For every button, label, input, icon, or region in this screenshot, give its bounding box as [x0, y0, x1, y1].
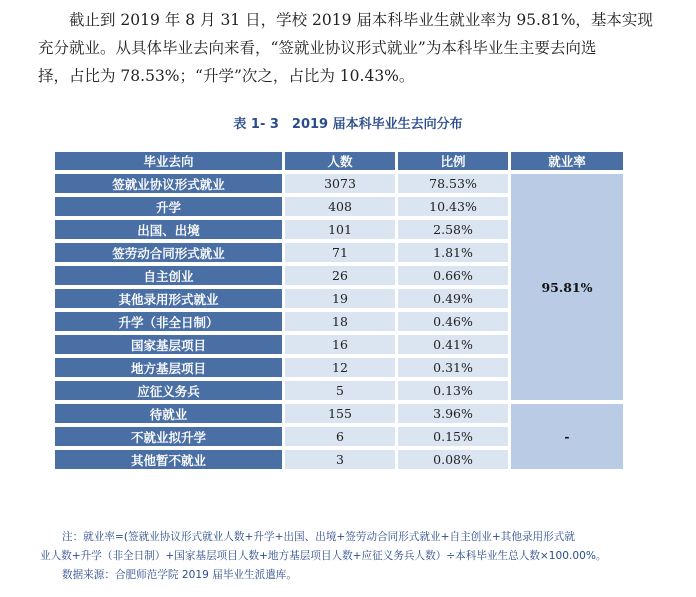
row-label: 自主创业: [55, 266, 282, 285]
row-label: 不就业拟升学: [55, 427, 282, 446]
row-count: 12: [285, 358, 395, 377]
row-count: 26: [285, 266, 395, 285]
row-label: 升学（非全日制）: [55, 312, 282, 331]
row-count: 3073: [285, 174, 395, 193]
row-ratio: 0.15%: [398, 427, 508, 446]
row-ratio: 0.46%: [398, 312, 508, 331]
row-count: 16: [285, 335, 395, 354]
unemployed-rate-cell: -: [511, 404, 623, 469]
row-label: 其他暂不就业: [55, 450, 282, 469]
row-count: 18: [285, 312, 395, 331]
table-note: [40, 528, 660, 585]
note-line-1: 注：就业率=(签就业协议形式就业人数+升学+出国、出境+签劳动合同形式就业+自主创业+其他录用形式就: [62, 531, 575, 543]
row-count: 6: [285, 427, 395, 446]
intro-paragraph: [38, 6, 658, 90]
row-label: 签就业协议形式就业: [55, 174, 282, 193]
paragraph-line-3: 择，占比为 78.53%；“升学”次之，占比为 10.43%。: [38, 67, 415, 85]
row-count: 71: [285, 243, 395, 262]
row-ratio: 78.53%: [398, 174, 508, 193]
row-count: 5: [285, 381, 395, 400]
row-count: 155: [285, 404, 395, 423]
table-header-row: [55, 152, 623, 170]
employment-rate-cell: 95.81%: [511, 174, 623, 400]
row-ratio: 1.81%: [398, 243, 508, 262]
paragraph-line-1: 截止到 2019 年 8 月 31 日，学校 2019 届本科毕业生就业率为 95.81%，基本实现: [69, 11, 653, 29]
row-count: 101: [285, 220, 395, 239]
row-ratio: 2.58%: [398, 220, 508, 239]
header-ratio: 比例: [398, 152, 508, 170]
header-employment-rate: 就业率: [511, 152, 623, 170]
data-source: 数据来源：合肥师范学院 2019 届毕业生派遣库。: [62, 569, 297, 581]
table-row: [55, 174, 623, 193]
table-row: [55, 404, 623, 423]
row-ratio: 0.31%: [398, 358, 508, 377]
row-label: 应征义务兵: [55, 381, 282, 400]
row-ratio: 0.66%: [398, 266, 508, 285]
row-count: 408: [285, 197, 395, 216]
row-ratio: 0.13%: [398, 381, 508, 400]
row-label: 其他录用形式就业: [55, 289, 282, 308]
row-ratio: 0.08%: [398, 450, 508, 469]
row-ratio: 3.96%: [398, 404, 508, 423]
row-ratio: 0.49%: [398, 289, 508, 308]
destination-table: [52, 148, 626, 473]
row-label: 地方基层项目: [55, 358, 282, 377]
table-caption: 表 1- 3 2019 届本科毕业生去向分布: [233, 117, 463, 132]
row-count: 3: [285, 450, 395, 469]
row-label: 国家基层项目: [55, 335, 282, 354]
note-line-2: 业人数+升学（非全日制）+国家基层项目人数+地方基层项目人数+应征义务兵人数）÷本科毕业生总人数×100.00%。: [40, 550, 607, 562]
paragraph-line-2: 充分就业。从具体毕业去向来看，“签就业协议形式就业”为本科毕业生主要去向选: [38, 39, 597, 57]
row-count: 19: [285, 289, 395, 308]
row-label: 签劳动合同形式就业: [55, 243, 282, 262]
row-label: 出国、出境: [55, 220, 282, 239]
row-label: 待就业: [55, 404, 282, 423]
row-ratio: 0.41%: [398, 335, 508, 354]
header-destination: 毕业去向: [55, 152, 282, 170]
row-label: 升学: [55, 197, 282, 216]
row-ratio: 10.43%: [398, 197, 508, 216]
header-count: 人数: [285, 152, 395, 170]
